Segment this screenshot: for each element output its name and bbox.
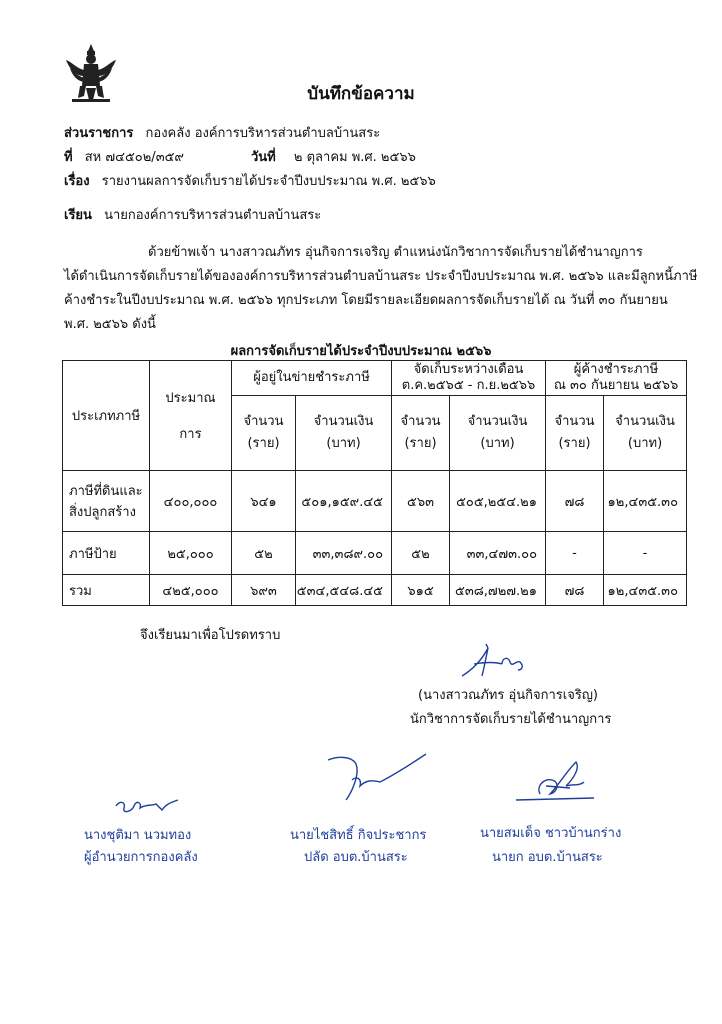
reference-value: สห ๗๔๕๐๒/๓๕๙ — [84, 150, 184, 165]
cell-estimate: ๔๒๕,๐๐๐ — [150, 575, 232, 606]
table-row — [63, 471, 687, 532]
cell-count: ๕๖๓ — [392, 471, 450, 532]
cell-count: ๖๔๑ — [232, 471, 296, 532]
cell-amount: ๕๓๘,๗๒๗.๒๑ — [450, 575, 546, 606]
cell-amount: ๕๓๔,๕๔๘.๔๕ — [296, 575, 392, 606]
signer-position: ผู้อำนวยการกองคลัง — [84, 850, 198, 865]
subject-row — [64, 170, 436, 191]
signer-name: นางชุติมา นวมทอง — [84, 828, 192, 843]
header-type: ประเภทภาษี — [63, 361, 150, 471]
document-title: บันทึกข้อความ — [307, 84, 415, 104]
cell-type: รวม — [63, 575, 150, 606]
cell-amount: ๓๓,๔๗๓.๐๐ — [450, 532, 546, 575]
table-total-row — [63, 575, 687, 606]
subheader-amount: จำนวนเงิน (บาท) — [450, 396, 546, 471]
table-caption: ผลการจัดเก็บรายได้ประจำปีงบประมาณ ๒๕๖๖ — [230, 344, 492, 359]
department-row — [64, 122, 380, 143]
cell-amount: ๑๒,๔๓๕.๓๐ — [604, 575, 687, 606]
header-outstanding: ผู้ค้างชำระภาษี ณ ๓๐ กันยายน ๒๕๖๖ — [546, 361, 687, 396]
revenue-table — [62, 360, 687, 606]
body-line-3: ค้างชำระในปีงบประมาณ พ.ศ. ๒๕๖๖ ทุกประเภท โดยมีรายละเอียดผลการจัดเก็บรายได้ ณ วันที่ ๓๐ กันยายน — [64, 293, 668, 308]
body-line-2: ได้ดำเนินการจัดเก็บรายได้ขององค์การบริหารส่วนตำบลบ้านสระ ประจำปีงบประมาณ พ.ศ. ๒๕๖๖ และมีลูกหนี้ภาษี — [64, 269, 698, 284]
cell-amount: ๕๐๑,๑๕๙.๔๕ — [296, 471, 392, 532]
subheader-count: จำนวน (ราย) — [392, 396, 450, 471]
signature-icon — [458, 640, 542, 684]
cell-count: ๕๒ — [392, 532, 450, 575]
signer-name: (นางสาวณภัทร อุ่นกิจการเจริญ) — [418, 688, 598, 703]
cell-count: ๗๘ — [546, 575, 604, 606]
reference-label: ที่ — [64, 150, 73, 165]
subheader-count: จำนวน (ราย) — [232, 396, 296, 471]
signature-icon — [510, 756, 600, 808]
reference-row — [64, 146, 184, 167]
signature-icon — [322, 750, 432, 806]
date-label: วันที่ — [251, 150, 276, 165]
department-label: ส่วนราชการ — [64, 126, 134, 141]
subject-value: รายงานผลการจัดเก็บรายได้ประจำปีงบประมาณ พ.ศ. ๒๕๖๖ — [101, 174, 436, 189]
body-line-1: ด้วยข้าพเจ้า นางสาวณภัทร อุ่นกิจการเจริญ ตำแหน่งนักวิชาการจัดเก็บรายได้ชำนาญการ — [148, 245, 643, 260]
cell-type: ภาษีป้าย — [63, 532, 150, 575]
header-collected: จัดเก็บระหว่างเดือน ต.ค.๒๕๖๕ - ก.ย.๒๕๖๖ — [392, 361, 546, 396]
cell-count: ๕๒ — [232, 532, 296, 575]
cell-amount: ๑๒,๔๓๕.๓๐ — [604, 471, 687, 532]
subheader-amount: จำนวนเงิน (บาท) — [296, 396, 392, 471]
closing-text: จึงเรียนมาเพื่อโปรดทราบ — [140, 628, 281, 643]
cell-count: - — [546, 532, 604, 575]
table-row — [63, 532, 687, 575]
signer-name: นายสมเด็จ ชาวบ้านกร่าง — [480, 826, 622, 841]
header-taxpayers: ผู้อยู่ในข่ายชำระภาษี — [232, 361, 392, 396]
cell-amount: - — [604, 532, 687, 575]
body-line-4: พ.ศ. ๒๕๖๖ ดังนี้ — [64, 317, 156, 332]
table-header-row — [63, 361, 687, 396]
cell-count: ๖๑๕ — [392, 575, 450, 606]
cell-amount: ๕๐๕,๒๕๔.๒๑ — [450, 471, 546, 532]
header-estimate: ประมาณ การ — [150, 361, 232, 471]
addressee-value: นายกองค์การบริหารส่วนตำบลบ้านสระ — [104, 208, 322, 223]
cell-type: ภาษีที่ดินและ สิ่งปลูกสร้าง — [63, 471, 150, 532]
cell-estimate: ๔๐๐,๐๐๐ — [150, 471, 232, 532]
cell-count: ๗๘ — [546, 471, 604, 532]
signature-icon — [112, 796, 192, 820]
department-value: กองคลัง องค์การบริหารส่วนตำบลบ้านสระ — [145, 126, 381, 141]
cell-count: ๖๙๓ — [232, 575, 296, 606]
signer-name: นายไชสิทธิ์ กิจประชากร — [290, 828, 427, 843]
cell-amount: ๓๓,๓๘๙.๐๐ — [296, 532, 392, 575]
subheader-amount: จำนวนเงิน (บาท) — [604, 396, 687, 471]
date-value: ๒ ตุลาคม พ.ศ. ๒๕๖๖ — [293, 150, 416, 165]
addressee-row — [64, 204, 321, 225]
signer-position: นายก อบต.บ้านสระ — [492, 850, 603, 865]
date-row — [251, 146, 416, 167]
signer-position: นักวิชาการจัดเก็บรายได้ชำนาญการ — [410, 712, 612, 727]
signer-position: ปลัด อบต.บ้านสระ — [304, 850, 408, 865]
cell-estimate: ๒๕,๐๐๐ — [150, 532, 232, 575]
subheader-count: จำนวน (ราย) — [546, 396, 604, 471]
addressee-label: เรียน — [64, 208, 92, 223]
subject-label: เรื่อง — [64, 174, 90, 189]
